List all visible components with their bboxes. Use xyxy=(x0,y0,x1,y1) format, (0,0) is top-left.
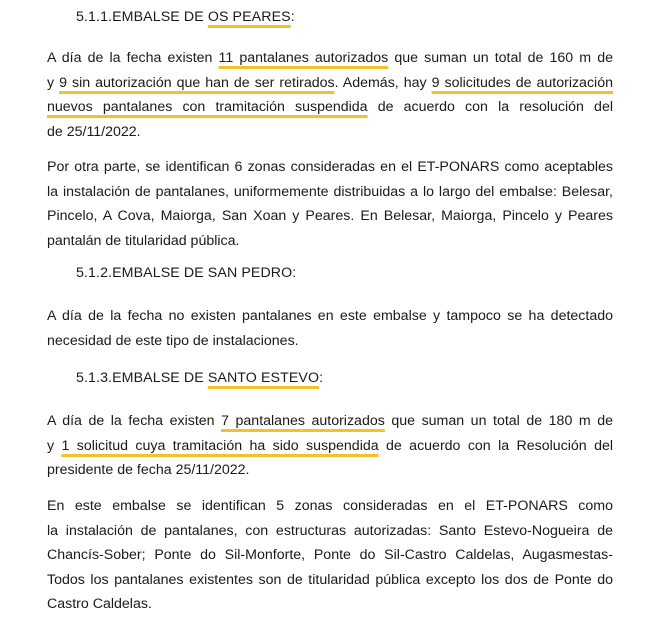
section-heading-os-peares xyxy=(76,9,295,25)
section-heading-santo-estevo xyxy=(76,370,323,386)
heading-prefix: 5.1.3.EMBALSE DE xyxy=(76,370,208,386)
text-line xyxy=(47,434,613,459)
paragraph-san-pedro xyxy=(47,304,613,353)
text-run: y xyxy=(47,437,62,454)
text-run: A día de la fecha existen xyxy=(47,50,219,66)
text-line: la instalación de pantalanes, con estructuras autorizadas: Santo Estevo-Nogueira de xyxy=(47,522,613,539)
text-line: Todos los pantalanes existentes son de titularidad pública excepto los dos de Ponte do xyxy=(47,571,613,588)
highlighted-text: 9 solicitudes de autorización xyxy=(431,74,613,91)
text-run: y xyxy=(47,74,60,91)
text-line: En este embalse se identifican 5 zonas consideradas en el ET-PONARS como xyxy=(47,498,613,514)
highlighted-reservoir-name: SANTO ESTEVO xyxy=(207,370,320,386)
text-line: Pincelo, A Cova, Maiorga, San Xoan y Peares. En Belesar, Maiorga, Pincelo y Peares xyxy=(47,208,613,224)
text-run: A día de la fecha existen xyxy=(47,413,222,429)
text-run: de acuerdo con la Resolución del xyxy=(378,437,613,454)
text-line xyxy=(47,409,613,434)
highlighted-text: 9 sin autorización que han de ser retirados xyxy=(59,74,335,91)
text-run: . Además, hay xyxy=(334,74,432,91)
highlighted-reservoir-name: OS PEARES xyxy=(207,9,291,25)
highlighted-text: nuevos pantalanes con tramitación suspendida xyxy=(47,99,368,115)
paragraph-os-peares-zones xyxy=(47,155,613,253)
text-line: la instalación de pantalanes, uniformemente distribuidas a lo largo del embalse: Belesar, xyxy=(47,183,613,200)
paragraph-os-peares-status xyxy=(47,46,613,144)
text-run: que suman un total de 180 m de xyxy=(391,413,613,429)
text-line: presidente de fecha 25/11/2022. xyxy=(47,462,250,478)
paragraph-santo-estevo-status xyxy=(47,409,613,483)
text-line: Por otra parte, se identifican 6 zonas consideradas en el ET-PONARS como aceptables xyxy=(47,159,613,175)
text-line: Castro Caldelas. xyxy=(47,596,152,612)
highlighted-text: 1 solicitud cuya tramitación ha sido suspendida xyxy=(61,437,379,454)
heading-prefix: 5.1.1.EMBALSE DE xyxy=(76,9,208,25)
highlighted-text: 11 pantalanes autorizados xyxy=(218,50,389,66)
paragraph-santo-estevo-zones xyxy=(47,494,613,617)
text-line: pantalán de titularidad pública. xyxy=(47,232,240,249)
text-line xyxy=(47,71,613,96)
text-line: necesidad de este tipo de instalaciones. xyxy=(47,332,299,349)
text-run: de acuerdo con la resolución del xyxy=(377,99,613,115)
text-run: que suman un total de 160 m de xyxy=(394,50,613,66)
heading-suffix: : xyxy=(290,9,295,25)
highlighted-text: 7 pantalanes autorizados xyxy=(221,413,385,429)
text-line xyxy=(47,95,613,120)
text-line: de 25/11/2022. xyxy=(47,123,141,140)
text-line xyxy=(47,46,613,71)
text-line: A día de la fecha no existen pantalanes en este embalse y tampoco se ha detectado xyxy=(47,308,613,324)
text-line: Chancís-Sober; Ponte do Sil-Monforte, Ponte do Sil-Castro Caldelas, Augasmestas- xyxy=(47,547,613,563)
heading-suffix: : xyxy=(319,370,324,386)
section-heading-san-pedro: 5.1.2.EMBALSE DE SAN PEDRO: xyxy=(76,265,297,281)
